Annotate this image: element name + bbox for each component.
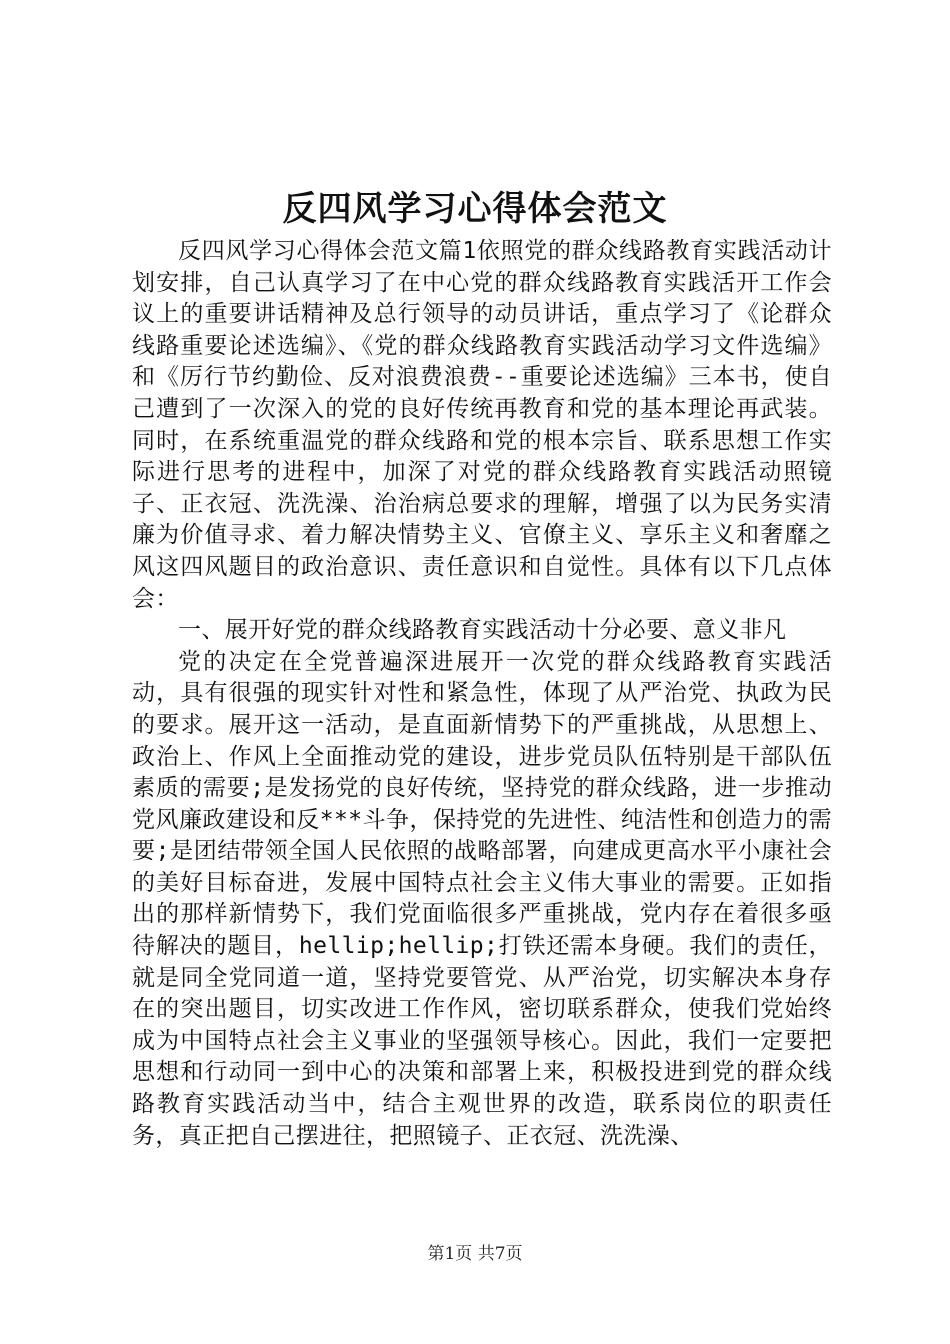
paragraph-section-1: 党的决定在全党普遍深进展开一次党的群众线路教育实践活动，具有很强的现实针对性和紧急性，体现了从严治党、执政为民的要求。展开这一活动，是直面新情势下的严重挑战，从思想上、政治上、作风上全面推动党的建设，进步党员队伍特别是干部队伍素质的需要;是发扬党的良好传统，坚持党的群众线路，进一步推动党风廉政建设和反***斗争，保持党的先进性、纯洁性和创造力的需要;是团结带领全国人民依照的战略部署，向建成更高水平小康社会的美好目标奋进，发展中国特点社会主义伟大事业的需要。正如指出的那样新情势下，我们党面临很多严重挑战，党内存在着很多亟待解决的题目，hellip;hellip;打铁还需本身硬。我们的责任，就是同全党同道一道，坚持党要管党、从严治党，切实解决本身存在的突出题目，切实改进工作作风，密切联系群众，使我们党始终成为中国特点社会主义事业的坚强领导核心。因此，我们一定要把思想和行动同一到中心的决策和部署上来，积极投进到党的群众线路教育实践活动当中，结合主观世界的改造，联系岗位的职责任务，真正把自己摆进往，把照镜子、正衣冠、洗洗澡、 (132, 648, 832, 1149)
document-title: 反四风学习心得体会范文 (282, 189, 668, 229)
page-indicator: 第1页 共7页 (427, 1244, 523, 1264)
section-heading-1: 一、展开好党的群众线路教育实践活动十分必要、意义非凡 (178, 617, 787, 644)
document-body (132, 236, 832, 1152)
paragraph-intro: 反四风学习心得体会范文篇1依照党的群众线路教育实践活动计划安排，自己认真学习了在中心党的群众线路教育实践活开工作会议上的重要讲话精神及总行领导的动员讲话，重点学习了《论群众线路重要论述选编》、《党的群众线路教育实践活动学习文件选编》和《厉行节约勤俭、反对浪费浪费--重要论述选编》三本书，使自己遭到了一次深入的党的良好传统再教育和党的基本理论再武装。同时，在系统重温党的群众线路和党的根本宗旨、联系思想工作实际进行思考的进程中，加深了对党的群众线路教育实践活动照镜子、正衣冠、洗洗澡、治治病总要求的理解，增强了以为民务实清廉为价值寻求、着力解决情势主义、官僚主义、享乐主义和奢靡之风这四风题目的政治意识、责任意识和自觉性。具体有以下几点体会： (132, 238, 832, 612)
